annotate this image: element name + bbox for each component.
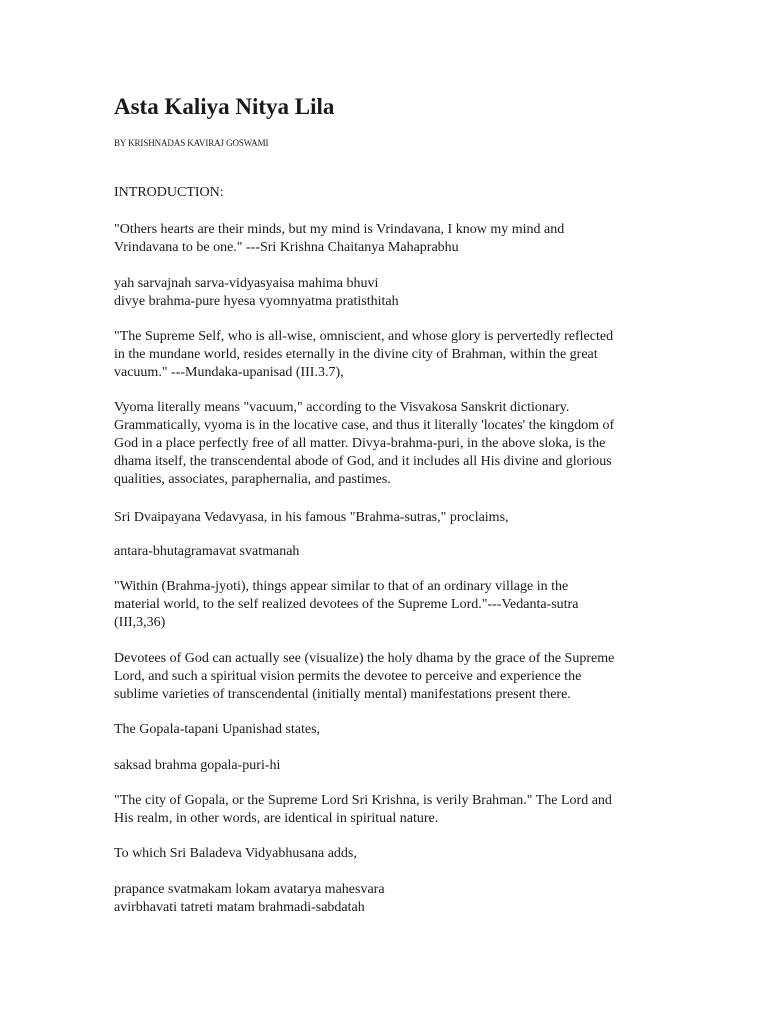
- text-line: in the mundane world, resides eternally in the divine city of Brahman, within the great: [114, 347, 598, 362]
- text-line: avirbhavati tatreti matam brahmadi-sabdatah: [114, 900, 365, 915]
- text-line: vacuum." ---Mundaka-upanisad (III.3.7),: [114, 365, 344, 380]
- text-line: "The city of Gopala, or the Supreme Lord Sri Krishna, is verily Brahman." The Lord and: [114, 793, 612, 808]
- paragraph-mundaka-translation: [114, 328, 674, 382]
- text-line: Sri Dvaipayana Vedavyasa, in his famous "Brahma-sutras," proclaims,: [114, 510, 509, 525]
- text-line: divye brahma-pure hyesa vyomnyatma pratisthitah: [114, 294, 399, 309]
- paragraph-sanskrit-verse-3: [114, 757, 674, 775]
- text-line: dhama itself, the transcendental abode of God, and it includes all His divine and glorious: [114, 454, 612, 469]
- text-line: Grammatically, vyoma is in the locative case, and thus it literally 'locates' the kingdom of: [114, 418, 615, 433]
- text-line: Vyoma literally means "vacuum," according to the Visvakosa Sanskrit dictionary.: [114, 400, 570, 415]
- paragraph-vedavyasa-intro: [114, 509, 674, 527]
- text-line: Devotees of God can actually see (visualize) the holy dhama by the grace of the Supreme: [114, 651, 615, 666]
- paragraph-quote-mahaprabhu: [114, 221, 674, 257]
- text-line: His realm, in other words, are identical in spiritual nature.: [114, 811, 439, 826]
- text-line: sublime varieties of transcendental (initially mental) manifestations present there.: [114, 687, 571, 702]
- section-heading: INTRODUCTION:: [114, 185, 224, 200]
- paragraph-baladeva-intro: [114, 845, 674, 863]
- text-line: Vrindavana to be one." ---Sri Krishna Chaitanya Mahaprabhu: [114, 240, 459, 255]
- text-line: Lord, and such a spiritual vision permits the devotee to perceive and experience the: [114, 669, 582, 684]
- paragraph-gopala-translation: [114, 792, 674, 828]
- paragraph-sanskrit-verse-2: [114, 543, 674, 561]
- document-title: Asta Kaliya Nitya Lila: [114, 94, 335, 119]
- paragraph-sanskrit-verse-1: [114, 275, 674, 311]
- text-line: antara-bhutagramavat svatmanah: [114, 544, 300, 559]
- paragraph-devotees-vision: [114, 650, 674, 704]
- author-byline: BY KRISHNADAS KAVIRAJ GOSWAMI: [114, 138, 269, 148]
- paragraph-sanskrit-verse-4: [114, 881, 674, 917]
- paragraph-gopala-tapani-intro: [114, 721, 674, 739]
- text-line: (III,3,36): [114, 615, 166, 630]
- text-line: material world, to the self realized devotees of the Supreme Lord."---Vedanta-sutra: [114, 597, 579, 612]
- text-line: God in a place perfectly free of all matter. Divya-brahma-puri, in the above sloka, is the: [114, 436, 606, 451]
- text-line: "Within (Brahma-jyoti), things appear similar to that of an ordinary village in the: [114, 579, 569, 594]
- text-line: saksad brahma gopala-puri-hi: [114, 758, 281, 773]
- text-line: The Gopala-tapani Upanishad states,: [114, 722, 321, 737]
- paragraph-vedanta-translation: [114, 578, 674, 632]
- text-line: qualities, associates, paraphernalia, and pastimes.: [114, 472, 391, 487]
- text-line: "The Supreme Self, who is all-wise, omniscient, and whose glory is pervertedly reflected: [114, 329, 614, 344]
- text-line: "Others hearts are their minds, but my mind is Vrindavana, I know my mind and: [114, 222, 565, 237]
- text-line: prapance svatmakam lokam avatarya mahesvara: [114, 882, 385, 897]
- text-line: To which Sri Baladeva Vidyabhusana adds,: [114, 846, 357, 861]
- paragraph-vyoma-explanation: [114, 399, 674, 489]
- text-line: yah sarvajnah sarva-vidyasyaisa mahima bhuvi: [114, 276, 379, 291]
